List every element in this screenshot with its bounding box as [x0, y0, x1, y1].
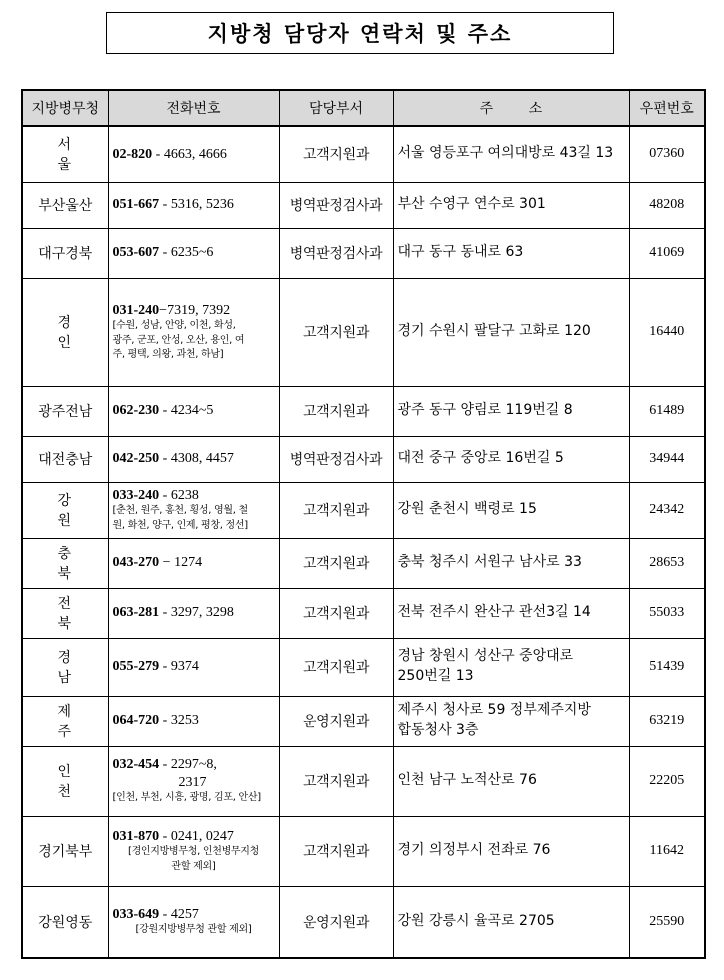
office-name: 강원영동: [38, 914, 93, 931]
phone-extensions: 9374: [170, 659, 199, 675]
office-name: 대전충남: [38, 452, 93, 468]
office-cell: [22, 182, 108, 228]
address-cell: [393, 228, 629, 278]
address-cell: [393, 816, 629, 886]
phone-prefix: 051-667: [112, 197, 160, 213]
phone-separator: -: [159, 403, 171, 419]
phone-separator: -: [159, 757, 171, 773]
phone-cell: [108, 588, 279, 638]
address-line: 광주 동구 양림로 119번길 8: [397, 402, 573, 419]
office-cell: [22, 538, 108, 588]
office-cell: [22, 482, 108, 538]
dept-cell: [279, 436, 393, 482]
table-row: [22, 228, 705, 278]
address-cell: [393, 436, 629, 482]
phone-prefix: 032-454: [112, 757, 160, 773]
phone-extensions: 4234~5: [170, 403, 214, 419]
dept-cell: [279, 182, 393, 228]
phone-extensions: 1274: [174, 555, 203, 571]
phone-prefix: 064-720: [112, 713, 160, 729]
zip-code: 24342: [649, 502, 685, 517]
zip-code: 61489: [649, 403, 685, 418]
zip-code: 51439: [649, 659, 685, 674]
contacts-table: [21, 89, 706, 959]
jurisdiction-note: [경인지방병무청, 인천병무지청: [127, 846, 260, 858]
zip-cell: [629, 816, 705, 886]
jurisdiction-note: 주, 평택, 의왕, 과천, 하남]: [112, 349, 224, 360]
zip-cell: [629, 538, 705, 588]
department-name: 고객지원과: [302, 556, 370, 572]
phone-extensions: 0241, 0247: [170, 828, 234, 844]
zip-cell: [629, 436, 705, 482]
phone-extensions: 5316, 5236: [170, 197, 234, 213]
department-name: 병역판정검사과: [289, 246, 383, 262]
address-line: 전북 전주시 완산구 관선3길 14: [397, 604, 591, 621]
jurisdiction-note: [수원, 성남, 안양, 이천, 화성,: [112, 320, 236, 331]
dept-cell: [279, 696, 393, 746]
phone-cell: [108, 746, 279, 816]
phone-extensions: 6235~6: [170, 245, 214, 261]
office-cell: [22, 746, 108, 816]
zip-code: 48208: [649, 197, 685, 212]
department-name: 고객지원과: [302, 503, 370, 519]
zip-code: 41069: [649, 245, 685, 260]
phone-separator: -: [159, 605, 171, 621]
address-line: 충북 청주시 서원구 남사로 33: [397, 554, 582, 571]
zip-cell: [629, 228, 705, 278]
zip-cell: [629, 482, 705, 538]
address-cell: [393, 696, 629, 746]
phone-extensions-2: 2317: [178, 774, 207, 790]
phone-extensions: 7319, 7392: [167, 302, 231, 318]
zip-code: 16440: [649, 324, 685, 339]
address-line: 경기 의정부시 전좌로 76: [397, 842, 551, 859]
header-zip: 우편번호: [629, 90, 705, 126]
table-header-row: [22, 90, 705, 126]
office-cell: [22, 386, 108, 436]
department-name: 고객지원과: [302, 325, 370, 341]
phone-cell: [108, 482, 279, 538]
phone-separator: −: [159, 302, 168, 318]
jurisdiction-note: [강원지방병무청 관할 제외]: [135, 924, 252, 936]
address-cell: [393, 482, 629, 538]
department-name: 고객지원과: [302, 774, 370, 790]
header-address: 주 소: [393, 90, 629, 126]
jurisdiction-note: 관할 제외]: [171, 860, 216, 872]
phone-prefix: 042-250: [112, 451, 160, 467]
office-cell: [22, 638, 108, 696]
zip-code: 22205: [649, 773, 685, 788]
zip-cell: [629, 696, 705, 746]
office-cell: [22, 886, 108, 958]
office-name: 제 주: [57, 704, 90, 740]
zip-cell: [629, 638, 705, 696]
table-row: [22, 746, 705, 816]
department-name: 고객지원과: [302, 147, 370, 164]
phone-separator: -: [159, 487, 171, 503]
header-office: 지방병무청: [22, 90, 108, 126]
jurisdiction-note: 원, 화천, 양구, 인제, 평창, 정선]: [112, 519, 248, 531]
phone-cell: [108, 436, 279, 482]
address-cell: [393, 886, 629, 958]
phone-extensions: 3253: [170, 713, 199, 729]
zip-cell: [629, 746, 705, 816]
office-cell: [22, 126, 108, 182]
zip-cell: [629, 278, 705, 386]
phone-prefix: 031-240: [112, 302, 160, 318]
table-row: [22, 126, 705, 182]
zip-code: 28653: [649, 555, 685, 570]
office-name: 경 인: [57, 315, 90, 351]
header-phone: 전화번호: [108, 90, 279, 126]
zip-cell: [629, 886, 705, 958]
phone-extensions: 3297, 3298: [170, 605, 234, 621]
jurisdiction-note: [인천, 부천, 시흥, 광명, 김포, 안산]: [112, 792, 261, 804]
address-cell: [393, 182, 629, 228]
address-cell: [393, 746, 629, 816]
department-name: 병역판정검사과: [289, 452, 383, 468]
table-row: [22, 436, 705, 482]
phone-separator: -: [159, 828, 171, 844]
phone-separator: -: [159, 245, 171, 261]
address-cell: [393, 126, 629, 182]
phone-cell: [108, 228, 279, 278]
phone-cell: [108, 886, 279, 958]
address-line: 인천 남구 노적산로 76: [397, 772, 537, 789]
dept-cell: [279, 538, 393, 588]
office-name: 경 남: [57, 650, 90, 686]
address-cell: [393, 538, 629, 588]
office-cell: [22, 436, 108, 482]
dept-cell: [279, 638, 393, 696]
address-cell: [393, 278, 629, 386]
table-row: [22, 886, 705, 958]
table-row: [22, 538, 705, 588]
zip-code: 07360: [649, 146, 685, 162]
department-name: 운영지원과: [302, 914, 370, 931]
table-row: [22, 386, 705, 436]
table-body: [22, 126, 705, 958]
office-cell: [22, 588, 108, 638]
phone-prefix: 055-279: [112, 659, 160, 675]
zip-code: 25590: [649, 913, 685, 929]
phone-prefix: 033-240: [112, 487, 160, 503]
address-line: 강원 춘천시 백령로 15: [397, 501, 537, 518]
phone-separator: -: [152, 146, 164, 162]
address-line: 250번길 13: [397, 668, 474, 684]
zip-cell: [629, 588, 705, 638]
office-cell: [22, 696, 108, 746]
office-name: 강 원: [57, 493, 90, 529]
office-name: 충 북: [57, 546, 90, 582]
phone-prefix: 063-281: [112, 605, 160, 621]
table-row: [22, 278, 705, 386]
phone-separator: -: [159, 906, 171, 922]
phone-prefix: 043-270: [112, 555, 160, 571]
phone-cell: [108, 816, 279, 886]
table-row: [22, 182, 705, 228]
phone-separator: -: [159, 451, 171, 467]
phone-prefix: 033-649: [112, 906, 160, 922]
phone-separator: -: [159, 197, 171, 213]
phone-prefix: 053-607: [112, 245, 160, 261]
office-name: 서 울: [57, 137, 90, 174]
dept-cell: [279, 278, 393, 386]
office-cell: [22, 228, 108, 278]
phone-cell: [108, 538, 279, 588]
phone-separator: -: [159, 659, 171, 675]
address-line: 강원 강릉시 율곡로 2705: [397, 912, 555, 929]
address-cell: [393, 638, 629, 696]
address-cell: [393, 588, 629, 638]
zip-code: 63219: [649, 713, 685, 728]
table-row: [22, 696, 705, 746]
dept-cell: [279, 228, 393, 278]
office-name: 인 천: [57, 764, 90, 800]
phone-extensions: 4663, 4666: [163, 146, 227, 162]
phone-prefix: 031-870: [112, 828, 160, 844]
phone-cell: [108, 126, 279, 182]
dept-cell: [279, 746, 393, 816]
table-row: [22, 588, 705, 638]
address-line: 대구 동구 동내로 63: [397, 244, 524, 261]
zip-cell: [629, 182, 705, 228]
zip-code: 34944: [649, 451, 685, 466]
phone-cell: [108, 386, 279, 436]
address-line: 대전 중구 중앙로 16번길 5: [397, 450, 564, 467]
office-name: 경기북부: [38, 844, 93, 860]
phone-extensions: 4308, 4457: [170, 451, 234, 467]
office-cell: [22, 816, 108, 886]
department-name: 고객지원과: [302, 404, 370, 420]
department-name: 고객지원과: [302, 844, 370, 860]
zip-cell: [629, 126, 705, 182]
phone-extensions: 2297~8,: [170, 757, 217, 773]
office-name: 광주전남: [38, 404, 93, 420]
table-row: [22, 638, 705, 696]
document-title: 지방청 담당자 연락처 및 주소: [207, 22, 513, 46]
address-line: 경남 창원시 성산구 중앙대로: [397, 648, 574, 665]
zip-code: 11642: [649, 843, 684, 858]
jurisdiction-note: 광주, 군포, 안성, 오산, 용인, 여: [112, 334, 245, 346]
address-line: 부산 수영구 연수로 301: [397, 196, 546, 213]
table-row: [22, 482, 705, 538]
phone-cell: [108, 638, 279, 696]
phone-extensions: 6238: [170, 487, 199, 503]
dept-cell: [279, 816, 393, 886]
address-line: 경기 수원시 팔달구 고화로 120: [397, 323, 591, 340]
zip-cell: [629, 386, 705, 436]
dept-cell: [279, 588, 393, 638]
dept-cell: [279, 386, 393, 436]
phone-prefix: 02-820: [112, 146, 153, 162]
phone-separator: -: [159, 713, 171, 729]
department-name: 운영지원과: [302, 714, 370, 730]
address-line: 제주시 청사로 59 정부제주지방: [397, 702, 591, 719]
department-name: 병역판정검사과: [289, 198, 383, 214]
dept-cell: [279, 886, 393, 958]
address-line: 서울 영등포구 여의대방로 43길 13: [397, 145, 614, 162]
table-row: [22, 816, 705, 886]
phone-separator: −: [159, 555, 175, 571]
zip-code: 55033: [649, 605, 685, 620]
department-name: 고객지원과: [302, 606, 370, 622]
dept-cell: [279, 126, 393, 182]
jurisdiction-note: [춘천, 원주, 홍천, 횡성, 영월, 철: [112, 505, 248, 517]
address-line: 합동청사 3층: [397, 722, 479, 738]
phone-extensions: 4257: [170, 906, 199, 922]
phone-cell: [108, 182, 279, 228]
department-name: 고객지원과: [302, 660, 370, 676]
dept-cell: [279, 482, 393, 538]
phone-prefix: 062-230: [112, 403, 160, 419]
office-name: 전 북: [57, 596, 90, 632]
header-dept: 담당부서: [279, 90, 393, 126]
office-name: 대구경북: [38, 246, 93, 262]
document-title-box: [106, 12, 614, 54]
office-name: 부산울산: [38, 198, 93, 214]
address-cell: [393, 386, 629, 436]
phone-cell: [108, 278, 279, 386]
office-cell: [22, 278, 108, 386]
phone-cell: [108, 696, 279, 746]
